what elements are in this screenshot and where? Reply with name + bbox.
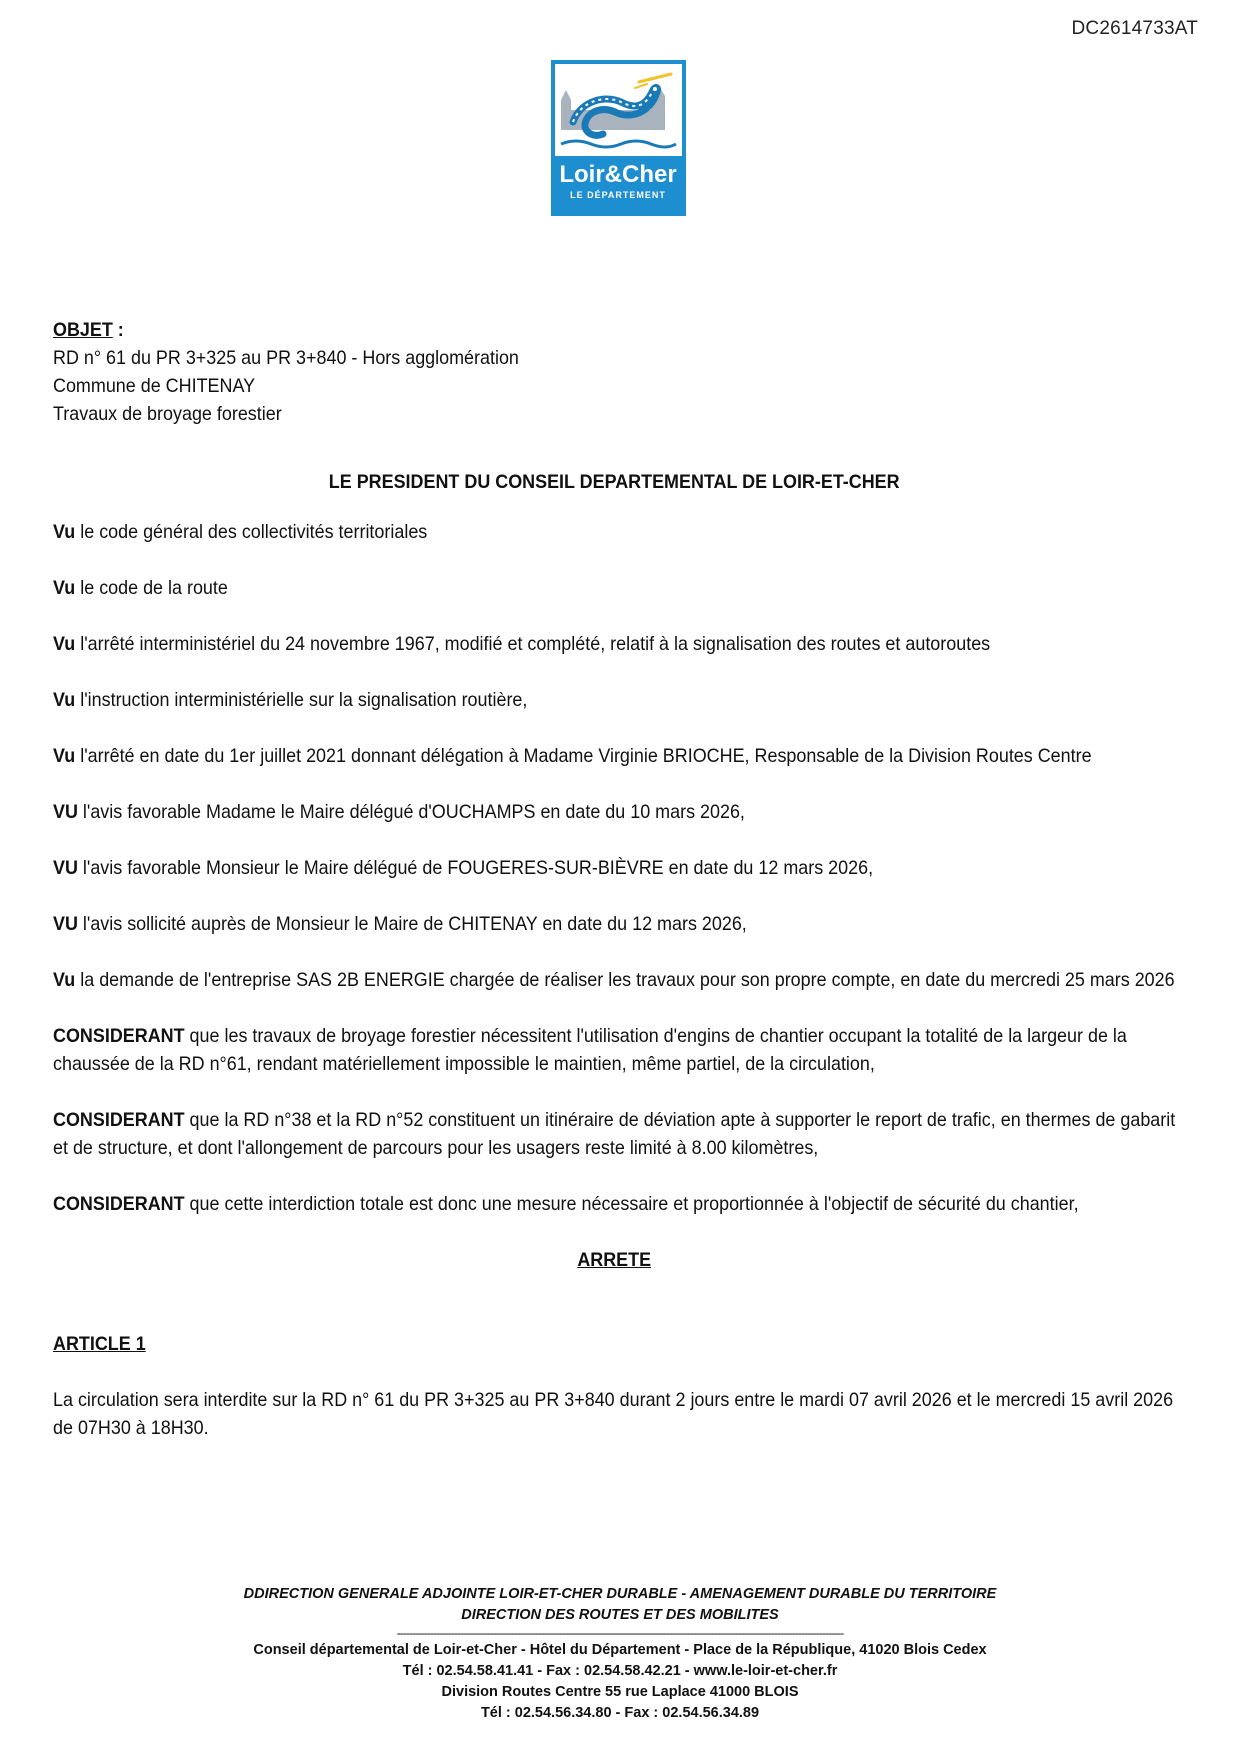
document-reference: DC2614733AT [1071, 18, 1198, 39]
visa-paragraph: Vu l'arrêté interministériel du 24 novembre 1967, modifié et complété, relatif à la signalisation des routes et autoroutes [53, 633, 991, 655]
document-body [53, 316, 1176, 1470]
objet-line: RD n° 61 du PR 3+325 au PR 3+840 - Hors agglomération [53, 347, 519, 369]
logo-title: Loir&Cher [559, 161, 677, 188]
article-1-text: La circulation sera interdite sur la RD n° 61 du PR 3+325 au PR 3+840 durant 2 jours entre le mardi 07 avril 2026 et le mercredi 15 avril 2026 de 07H30 à 18H30. [53, 1389, 1174, 1439]
visa-paragraph: VU l'avis favorable Madame le Maire délégué d'OUCHAMPS en date du 10 mars 2026, [53, 801, 745, 823]
visa-paragraph: VU l'avis favorable Monsieur le Maire délégué de FOUGERES-SUR-BIÈVRE en date du 12 mars 2026, [53, 857, 874, 879]
page-footer [0, 1584, 1240, 1724]
visa-paragraph: Vu l'arrêté en date du 1er juillet 2021 donnant délégation à Madame Virginie BRIOCHE, Responsable de la Division Routes Centre [53, 745, 1092, 767]
footer-separator: ----------------------------------------------------------------------------------------------------------------------------------------------------- [396, 1626, 844, 1640]
considerant-paragraph: CONSIDERANT que cette interdiction totale est donc une mesure nécessaire et proportionnée à l'objectif de sécurité du chantier, [53, 1193, 1079, 1215]
visa-paragraph: Vu l'instruction interministérielle sur la signalisation routière, [53, 689, 528, 711]
visa-paragraph: Vu la demande de l'entreprise SAS 2B ENERGIE chargée de réaliser les travaux pour son propre compte, en date du mercredi 25 mars 2026 [53, 969, 1175, 991]
footer-address: Conseil départemental de Loir-et-Cher - Hôtel du Département - Place de la République, 41020 Blois Cedex [253, 1642, 987, 1658]
visa-paragraph: Vu le code de la route [53, 577, 228, 599]
footer-direction-line: DDIRECTION GENERALE ADJOINTE LOIR-ET-CHER DURABLE - AMENAGEMENT DURABLE DU TERRITOIRE [243, 1586, 997, 1602]
article-1-heading: ARTICLE 1 [53, 1333, 146, 1355]
footer-direction-line: DIRECTION DES ROUTES ET DES MOBILITES [461, 1607, 779, 1623]
footer-division-address: Division Routes Centre 55 rue Laplace 41000 BLOIS [441, 1684, 799, 1700]
arrete-heading: ARRETE [577, 1249, 652, 1271]
objet-heading: OBJET : [53, 319, 124, 341]
objet-line: Commune de CHITENAY [53, 375, 256, 397]
president-heading: LE PRESIDENT DU CONSEIL DEPARTEMENTAL DE LOIR-ET-CHER [328, 471, 900, 493]
objet-line: Travaux de broyage forestier [53, 403, 282, 425]
footer-division-contact: Tél : 02.54.56.34.80 - Fax : 02.54.56.34.89 [480, 1705, 760, 1721]
visa-paragraph: Vu le code général des collectivités territoriales [53, 521, 428, 543]
considerant-paragraph: CONSIDERANT que la RD n°38 et la RD n°52 constituent un itinéraire de déviation apte à supporter le report de trafic, en thermes de gabarit et de structure, et dont l'allongement de parcours pour les usagers reste limité à 8.00 kilomètres, [53, 1109, 1176, 1159]
visa-paragraph: VU l'avis sollicité auprès de Monsieur le Maire de CHITENAY en date du 12 mars 2026, [53, 913, 747, 935]
logo-subtitle: LE DÉPARTEMENT [570, 190, 666, 200]
footer-contact: Tél : 02.54.58.41.41 - Fax : 02.54.58.42.21 - www.le-loir-et-cher.fr [402, 1663, 838, 1679]
loir-et-cher-logo [551, 60, 686, 216]
considerant-paragraph: CONSIDERANT que les travaux de broyage forestier nécessitent l'utilisation d'engins de chantier occupant la totalité de la largeur de la chaussée de la RD n°61, rendant matériellement impossible le maintien, même partiel, de la circulation, [53, 1025, 1127, 1075]
